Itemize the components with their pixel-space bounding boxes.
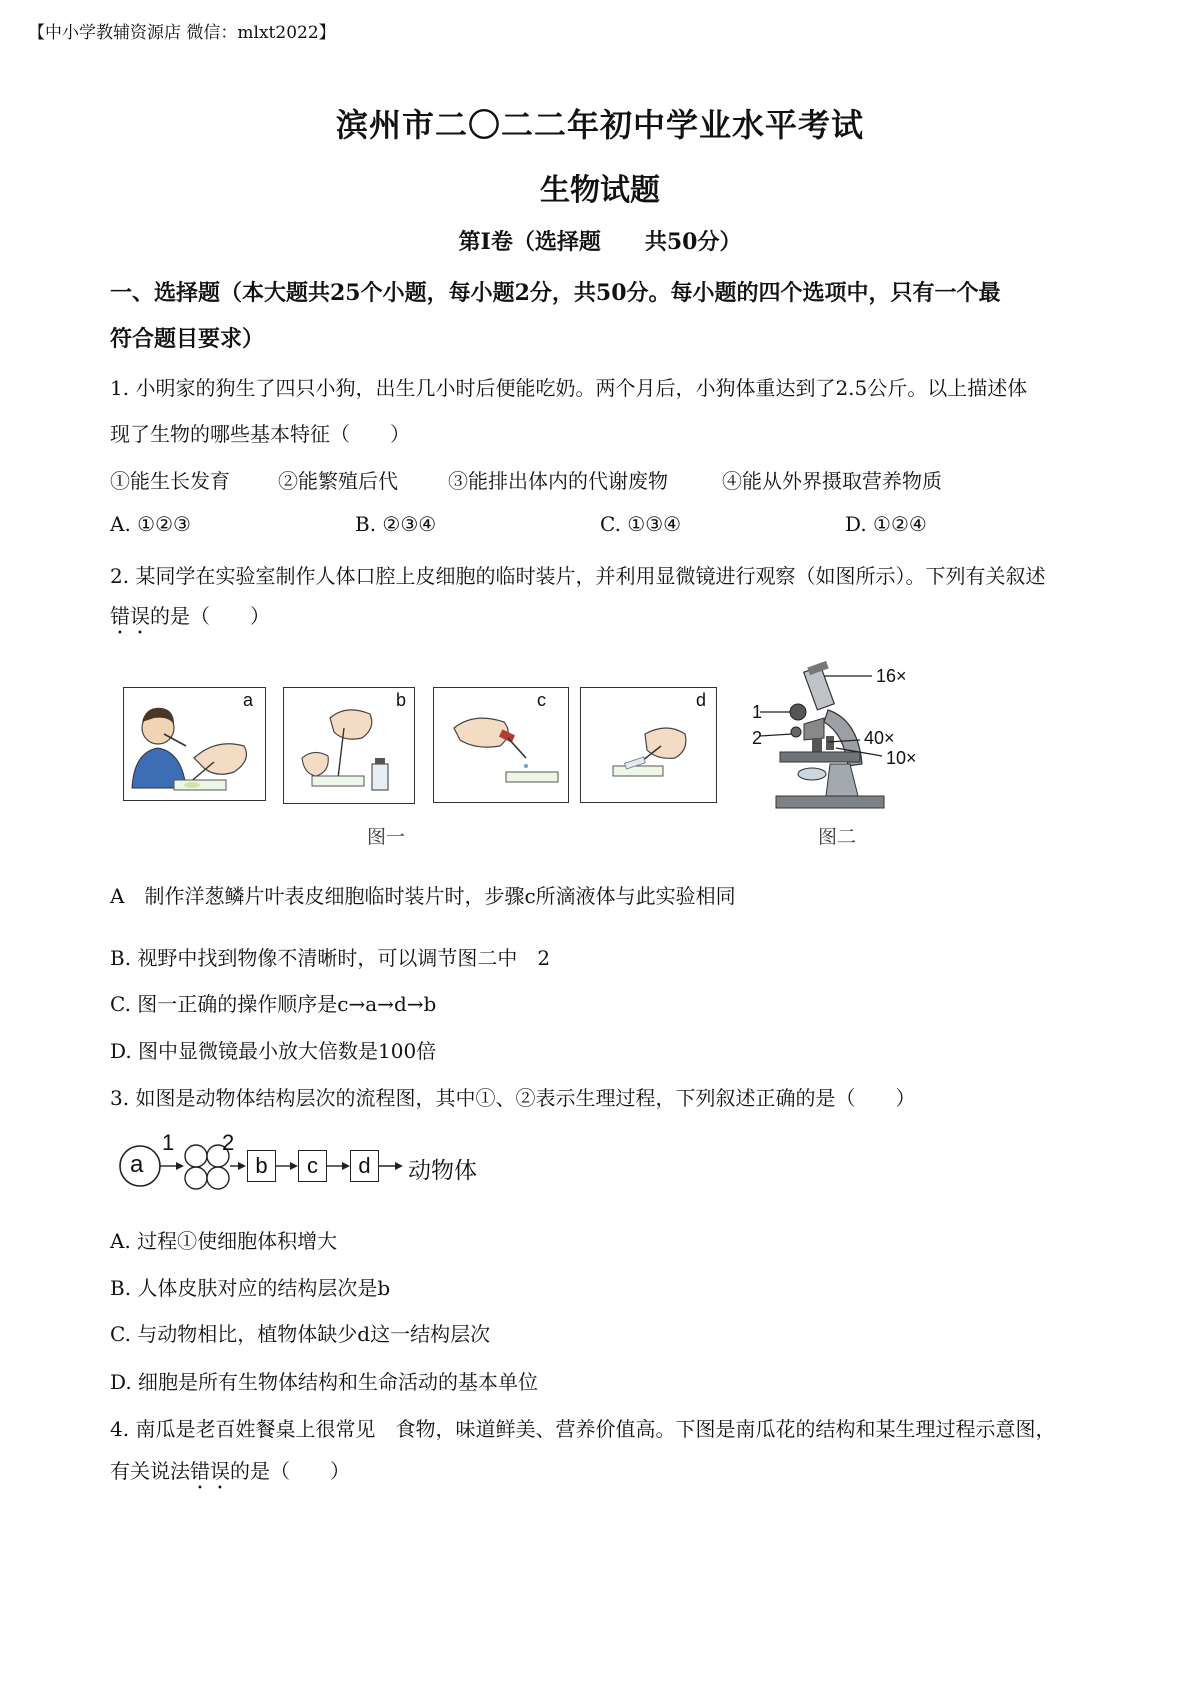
q3-option-d: D. 细胞是所有生物体结构和生命活动的基本单位	[110, 1370, 539, 1394]
q4-stem-line1: 4. 南瓜是老百姓餐桌上很常见 食物，味道鲜美、营养价值高。下图是南瓜花的结构和某生理过程示意图，	[110, 1417, 1056, 1441]
staining-illustration	[284, 688, 414, 803]
q2-option-c: C. 图一正确的操作顺序是c→a→d→b	[110, 992, 437, 1016]
volume-label: 第Ⅰ卷（选择题 共50分）	[458, 229, 742, 255]
fig1-panel-d	[580, 687, 717, 803]
exam-title: 滨州市二〇二二年初中学业水平考试	[335, 106, 864, 144]
knob2-label: 2	[752, 728, 763, 748]
flow-end-label: 动物体	[408, 1157, 477, 1183]
knob1-label: 1	[752, 702, 763, 722]
panel-label: a	[242, 690, 253, 710]
q1-statement-3: ③能排出体内的代谢废物	[448, 469, 668, 493]
q1-option-c: C. ①③④	[600, 512, 682, 536]
q1-stem-line2: 现了生物的哪些基本特征（ ）	[110, 422, 410, 446]
q2-stem-line1: 2. 某同学在实验室制作人体口腔上皮细胞的临时装片，并利用显微镜进行观察（如图所示）。下列有关叙述	[110, 564, 1046, 588]
eyepiece-label: 16×	[876, 666, 907, 686]
flow-node-c: c	[298, 1150, 327, 1182]
q3-option-b: B. 人体皮肤对应的结构层次是b	[110, 1276, 391, 1300]
flow-step2-label: 2	[222, 1130, 235, 1155]
flow-step1-label: 1	[162, 1130, 175, 1155]
microscope-diagram	[740, 660, 940, 815]
panel-label: c	[537, 690, 546, 710]
fig1-panel-a	[123, 687, 266, 801]
section-heading-line2: 符合题目要求）	[110, 326, 265, 352]
fig1-caption: 图一	[367, 826, 406, 848]
flow-node-d: d	[350, 1150, 379, 1182]
flow-node-b: b	[247, 1150, 276, 1182]
q1-statement-2: ②能繁殖后代	[278, 469, 398, 493]
q3-stem: 3. 如图是动物体结构层次的流程图，其中①、②表示生理过程，下列叙述正确的是（ ）	[110, 1086, 916, 1110]
panel-label: b	[395, 690, 406, 710]
dropper-illustration	[434, 688, 568, 802]
page-header: 【中小学教辅资源店 微信：mlxt2022】	[28, 23, 336, 43]
q4-stem-line2: 有关说法错误的是（ ）	[110, 1459, 350, 1483]
fig2-caption: 图二	[818, 826, 857, 848]
q4-emphasis-word: 错误	[190, 1459, 230, 1483]
subject-title: 生物试题	[540, 173, 660, 208]
q1-option-a: A. ①②③	[110, 512, 191, 536]
q2-option-b: B. 视野中找到物像不清晰时，可以调节图二中 2	[110, 946, 551, 970]
q3-option-c: C. 与动物相比，植物体缺少d这一结构层次	[110, 1322, 491, 1346]
fig1-panel-b	[283, 687, 415, 804]
q2-emphasis-word: 错误	[110, 604, 150, 628]
section-heading-line1: 一、选择题（本大题共25个小题，每小题2分，共50分。每小题的四个选项中，只有一个最	[110, 280, 1001, 306]
objective-low-label: 10×	[886, 748, 917, 768]
q2-stem-line2: 错误的是（ ）	[110, 604, 270, 628]
q3-option-a: A. 过程①使细胞体积增大	[110, 1229, 338, 1253]
q1-statement-4: ④能从外界摄取营养物质	[722, 469, 942, 493]
q2-option-d: D. 图中显微镜最小放大倍数是100倍	[110, 1039, 437, 1063]
q1-option-d: D. ①②④	[845, 512, 927, 536]
q1-option-b: B. ②③④	[355, 512, 437, 536]
q1-statement-1: ①能生长发育	[110, 469, 230, 493]
objective-high-label: 40×	[864, 728, 895, 748]
panel-label: d	[695, 690, 706, 710]
q1-stem-line1: 1. 小明家的狗生了四只小狗，出生几小时后便能吃奶。两个月后，小狗体重达到了2.5公斤。以上描述体	[110, 376, 1028, 400]
q2-option-a: A 制作洋葱鳞片叶表皮细胞临时装片时，步骤c所滴液体与此实验相同	[110, 884, 736, 908]
fig1-panel-c	[433, 687, 569, 803]
flow-node-a: a	[130, 1151, 144, 1178]
